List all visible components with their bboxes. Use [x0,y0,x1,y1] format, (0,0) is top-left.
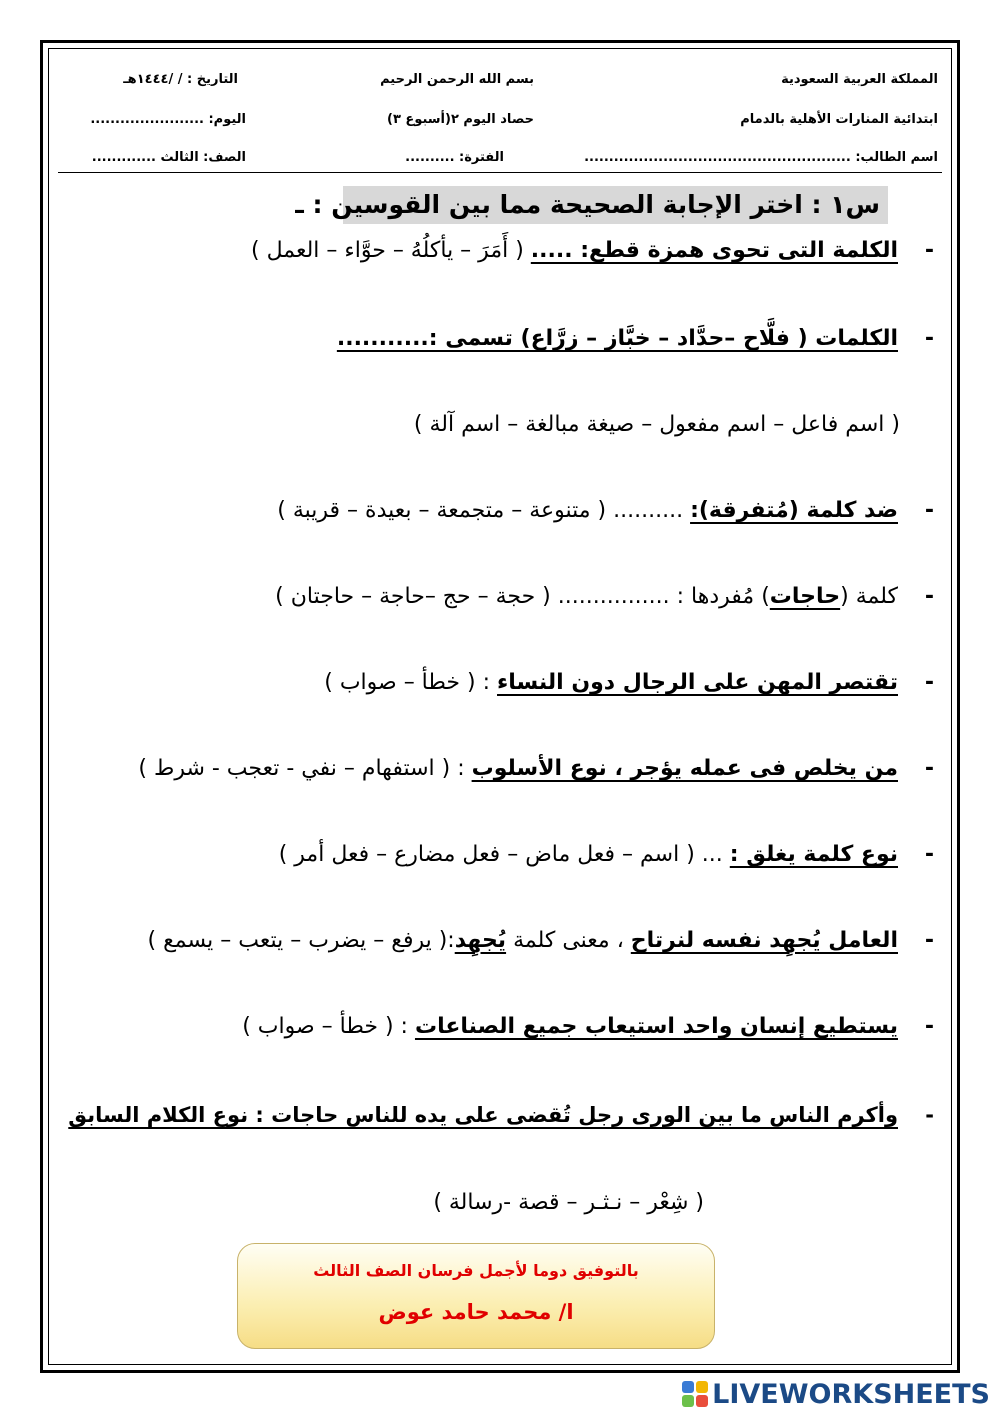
header-period: الفترة: .......... [405,150,504,165]
item-options: ( أَمَرَ – يأكلُهُ – حوَّاء – العمل ) [251,238,524,263]
item-options: ................ ( حجة – حج –حاجة – حاجتان ) [275,584,677,609]
question-item-6 [138,754,934,784]
item-dash: - [924,756,934,781]
question-title: س١ : اختر الإجابة الصحيحة مما بين القوسين : ـ [343,186,888,224]
header-divider [58,172,942,173]
item-dash: - [924,498,934,523]
question-item-4 [275,582,934,612]
header-country: المملكة العربية السعودية [781,72,938,87]
item-dash: - [924,928,934,953]
item-prompt: وأكرم الناس ما بين الورى رجل تُقضى على يده للناس حاجات : نوع الكلام السابق [68,1103,898,1127]
question-item-2 [337,324,934,354]
item-options: : ( خطأ – صواب ) [324,670,498,695]
header-harvest: حصاد اليوم ٢(أسبوع ٣) [387,112,534,127]
item-prompt: تقتصر المهن على الرجال دون النساء [497,670,898,695]
liveworksheets-logo [682,1378,990,1410]
item-prompt: من يخلص فى عمله يؤجر ، نوع الأسلوب [471,756,898,781]
note-teacher-name: ا/ محمد حامد عوض [378,1300,574,1324]
item-options: : ( استفهام – نفي - تعجب - شرط ) [138,756,472,781]
question-item-1 [251,236,934,266]
header-basmala: بسم الله الرحمن الرحيم [380,72,534,87]
question-item-5 [324,668,934,698]
question-item-3 [277,496,934,526]
item-dash: - [924,584,934,609]
item-options-pre: ، معنى كلمة [506,928,631,953]
question-item-7 [279,840,934,870]
question-item-10 [68,1100,934,1130]
note-line-1: بالتوفيق دوما لأجمل فرسان الصف الثالث [313,1261,639,1280]
item-prompt: يستطيع إنسان واحد استيعاب جميع الصناعات [414,1014,898,1039]
liveworksheets-icon [682,1381,708,1407]
item-dash: - [924,842,934,867]
header-date: التاريخ : / /١٤٤٤هـ [123,72,238,87]
question-item-8 [148,926,935,956]
question-item-10-options [433,1188,704,1218]
item-dash: - [924,326,934,351]
encouragement-note [237,1243,715,1349]
item-prompt: العامل يُجهِد نفسه لنرتاح [630,928,898,953]
item-options: ( اسم فاعل – اسم مفعول – صيغة مبالغة – اسم آلة ) [413,412,900,437]
item-options-word: يُجهِد [454,928,507,953]
item-dash: - [924,670,934,695]
item-options: : ( خطأ – صواب ) [242,1014,415,1039]
item-dash: - [924,238,934,263]
question-item-2-options [414,410,900,440]
item-prompt-word: حاجات [769,584,841,609]
header-grade: الصف: الثالث ............. [91,150,246,165]
item-dash: - [924,1014,934,1039]
item-options: .......... ( متنوعة – متجمعة – بعيدة – قريبة ) [277,498,691,523]
item-prompt: ضد كلمة (مُتفرقة): [690,498,898,523]
item-options: :( يرفع – يضرب – يتعب – يسمع ) [147,928,455,953]
item-prompt-post: ) مُفردها : [676,584,770,609]
header-student-name: اسم الطالب: ...................................................... [584,150,938,165]
item-options: ( شِعْر – نـثـر – قصة -رسالة ) [433,1190,704,1215]
header-school: ابتدائية المنارات الأهلية بالدمام [740,112,938,127]
item-dash: - [925,1103,934,1127]
item-options: ... ( اسم – فعل ماض – فعل مضارع – فعل أمر ) [278,842,730,867]
item-prompt: نوع كلمة يغلق : [729,842,898,867]
question-item-9 [242,1012,934,1042]
header-day: اليوم: ....................... [90,112,246,127]
item-prompt: الكلمة التى تحوى همزة قطع: ..... [530,238,898,263]
brand-name: LIVEWORKSHEETS [712,1378,990,1410]
item-prompt-pre: كلمة ( [840,584,898,609]
item-prompt: الكلمات ( فلَّاح –حدَّاد – خبَّاز – زرَّاع) تسمى :........... [336,326,898,351]
